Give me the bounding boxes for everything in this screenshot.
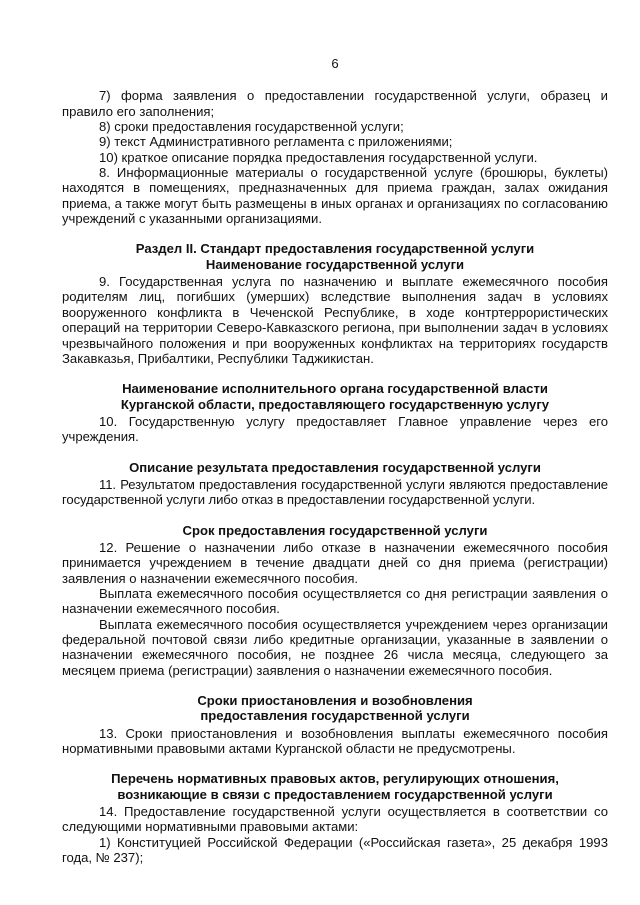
document-page xyxy=(62,56,608,865)
clause-12: 12. Решение о назначении либо отказе в назначении ежемесячного пособия принимается учреждением в течение двадцати дней со дня приема (регистрации) заявления о назначении ежемесячного пособия. xyxy=(62,539,608,586)
item-7: 7) форма заявления о предоставлении государственной услуги, образец и правило его заполнения; xyxy=(62,88,608,119)
service-name-heading: Наименование государственной услуги xyxy=(205,256,465,272)
legal-act-1: 1) Конституцией Российской Федерации («Российская газета», 25 декабря 1993 года, № 237); xyxy=(62,834,608,866)
clause-10: 10. Государственную услугу предоставляет Главное управление через его учреждения. xyxy=(62,413,608,445)
term-heading: Срок предоставления государственной услуги xyxy=(182,522,488,538)
result-heading: Описание результата предоставления государственной услуги xyxy=(129,459,541,475)
item-8: 8) сроки предоставления государственной услуги; xyxy=(99,119,404,135)
page-number: 6 xyxy=(331,56,339,71)
clause-12-payment-2: Выплата ежемесячного пособия осуществляется учреждением через организации федеральной почтовой связи либо кредитные организации, указанные в заявлении о назначении ежемесячного пособия, не позднее 26 числа месяца, следующего за месяцем приема (регистрации) заявления о назначении ежемесячного пособия. xyxy=(62,616,608,678)
executive-body-heading-1: Наименование исполнительного органа государственной власти xyxy=(122,381,548,397)
clause-13: 13. Сроки приостановления и возобновления выплаты ежемесячного пособия нормативными правовыми актами Курганской области не предусмотрены. xyxy=(62,725,608,757)
clause-11: 11. Результатом предоставления государственной услуги являются предоставление государственной услуги либо отказ в предоставлении государственной услуги. xyxy=(62,476,608,508)
suspension-heading-2: предоставления государственной услуги xyxy=(200,708,470,724)
clause-12-payment-1: Выплата ежемесячного пособия осуществляется со дня регистрации заявления о назначении ежемесячного пособия. xyxy=(62,585,608,617)
section-2-heading: Раздел II. Стандарт предоставления государственной услуги xyxy=(135,241,535,257)
clause-14: 14. Предоставление государственной услуги осуществляется в соответствии со следующими нормативными правовыми актами: xyxy=(62,804,608,835)
clause-9: 9. Государственная услуга по назначению и выплате ежемесячного пособия родителям лиц, погибших (умерших) вследствие выполнения задач в условиях вооруженного конфликта в Чеченской Республике, в ходе контртеррористических операций на территории Северо-Кавказского региона, при выполнении задач в условиях чрезвычайного положения и при вооруженных конфликтах на территориях государств Закавказья, Прибалтики, Республики Таджикистан. xyxy=(62,274,608,366)
clause-8: 8. Информационные материалы о государственной услуге (брошюры, буклеты) находятся в помещениях, предназначенных для приема граждан, залах ожидания приема, а также могут быть размещены в иных органах и организациях по согласованию учреждений с указанными организациями. xyxy=(62,165,608,227)
executive-body-heading-2: Курганской области, предоставляющего государственную услугу xyxy=(120,396,550,412)
legal-acts-heading-2: возникающие в связи с предоставлением государственной услуги xyxy=(117,786,553,802)
legal-acts-heading-1: Перечень нормативных правовых актов, регулирующих отношения, xyxy=(111,771,559,787)
item-10: 10) краткое описание порядка предоставления государственной услуги. xyxy=(99,149,538,165)
suspension-heading-1: Сроки приостановления и возобновления xyxy=(197,693,473,709)
item-9: 9) текст Административного регламента с приложениями; xyxy=(99,134,453,150)
